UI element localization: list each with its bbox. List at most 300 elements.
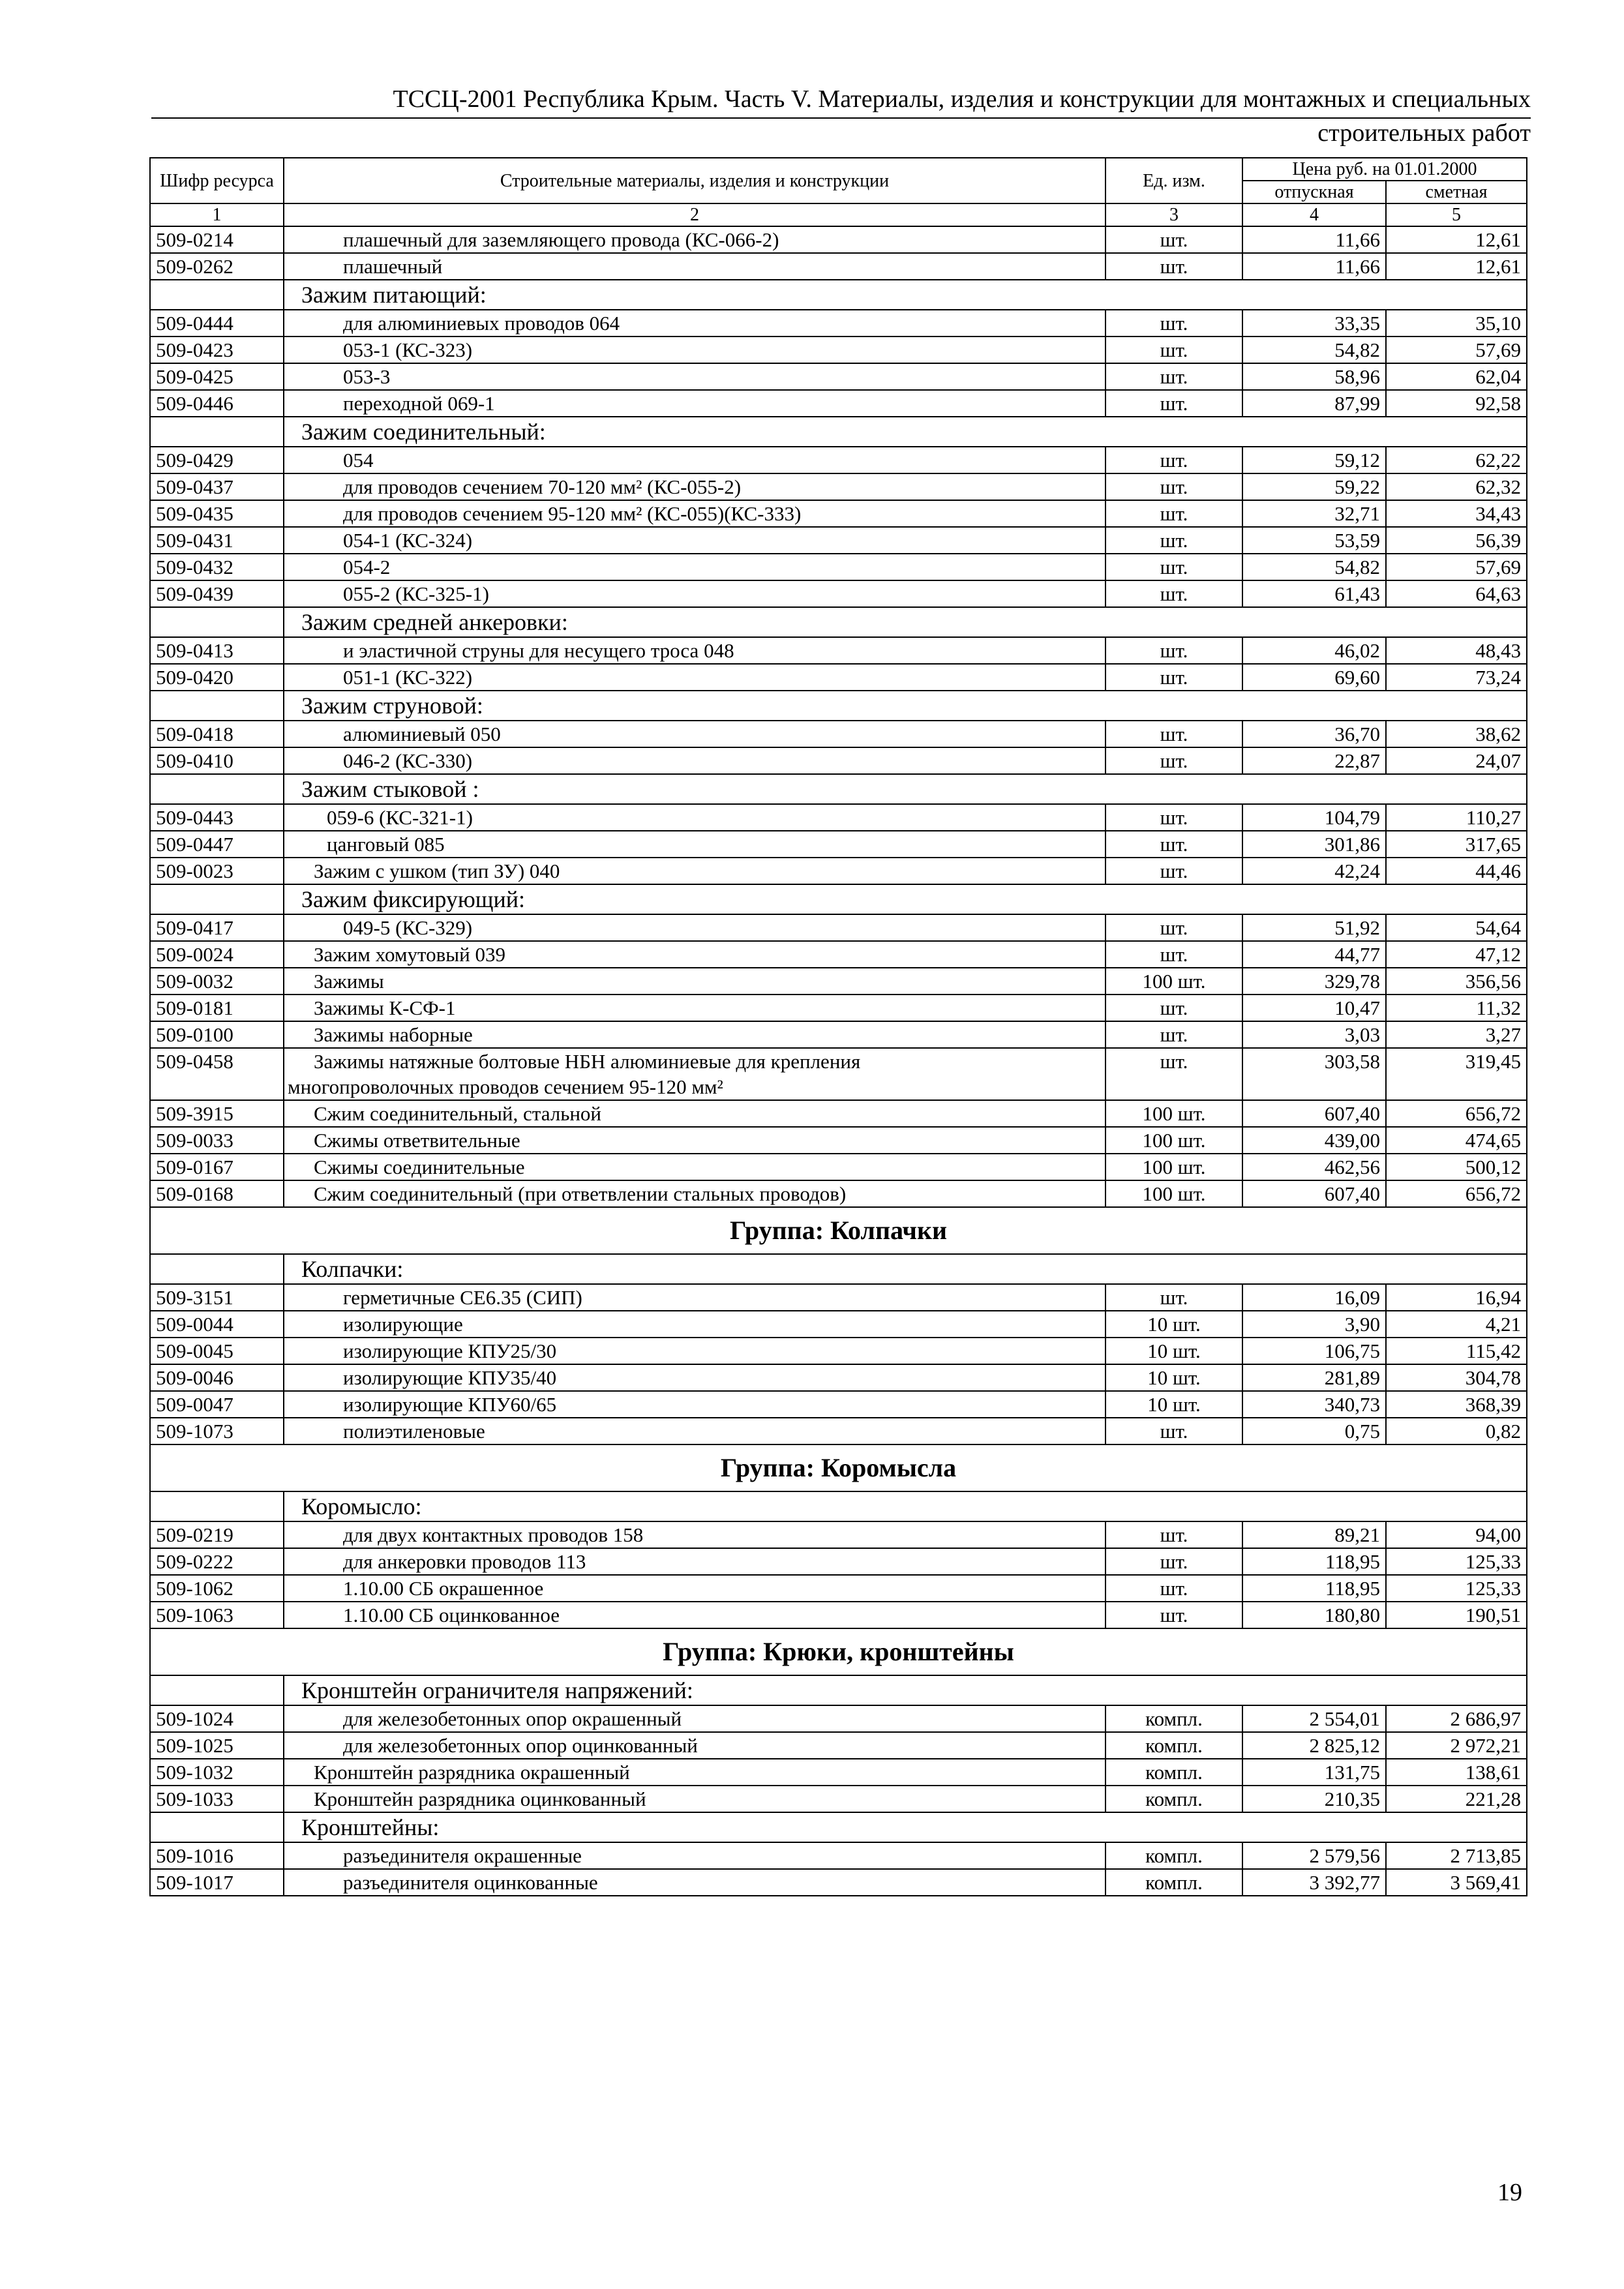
running-header-cont: строительных работ <box>1317 119 1531 147</box>
table-row <box>150 1021 1527 1048</box>
code-cell: 509-1062 <box>150 1575 284 1602</box>
code-cell: 509-0458 <box>150 1048 284 1100</box>
wholesale-price-cell: 329,78 <box>1242 968 1386 995</box>
table-row <box>150 1048 1527 1100</box>
code-cell: 509-0168 <box>150 1180 284 1207</box>
table-row <box>150 1311 1527 1338</box>
wholesale-price-cell: 210,35 <box>1242 1786 1386 1812</box>
wholesale-price-cell: 3,03 <box>1242 1021 1386 1048</box>
estimate-price-cell: 94,00 <box>1386 1521 1527 1548</box>
col-number: 5 <box>1386 203 1527 226</box>
code-cell: 509-0417 <box>150 914 284 941</box>
code-cell: 509-1063 <box>150 1602 284 1628</box>
name-cell: изолирующие КПУ35/40 <box>284 1364 1105 1391</box>
code-cell: 509-0439 <box>150 580 284 607</box>
wholesale-price-cell: 32,71 <box>1242 500 1386 527</box>
unit-cell: шт. <box>1105 858 1242 884</box>
unit-cell: шт. <box>1105 1021 1242 1048</box>
wholesale-price-cell: 51,92 <box>1242 914 1386 941</box>
group-heading-row <box>150 1628 1527 1675</box>
unit-cell: шт. <box>1105 804 1242 831</box>
subheading: Кронштейны: <box>284 1812 1527 1842</box>
estimate-price-cell: 92,58 <box>1386 390 1527 417</box>
code-cell: 509-0214 <box>150 226 284 253</box>
estimate-price-cell: 2 686,97 <box>1386 1705 1527 1732</box>
subheading-row <box>150 1675 1527 1705</box>
table-row <box>150 1418 1527 1444</box>
name-cell: 049-5 (КС-329) <box>284 914 1105 941</box>
table-row <box>150 1732 1527 1759</box>
unit-cell: шт. <box>1105 226 1242 253</box>
code-cell: 509-0444 <box>150 310 284 337</box>
table-row <box>150 1521 1527 1548</box>
code-cell: 509-0420 <box>150 664 284 691</box>
estimate-price-cell: 190,51 <box>1386 1602 1527 1628</box>
unit-cell: шт. <box>1105 390 1242 417</box>
wholesale-price-cell: 3,90 <box>1242 1311 1386 1338</box>
subheading: Зажим струновой: <box>284 691 1527 721</box>
code-cell: 509-1017 <box>150 1869 284 1896</box>
empty-cell <box>150 1675 284 1705</box>
unit-cell: 100 шт. <box>1105 1154 1242 1180</box>
wholesale-price-cell: 10,47 <box>1242 995 1386 1021</box>
code-cell: 509-0431 <box>150 527 284 554</box>
name-cell: изолирующие КПУ25/30 <box>284 1338 1105 1364</box>
name-cell: Сжим соединительный (при ответвлении стальных проводов) <box>284 1180 1105 1207</box>
unit-cell: шт. <box>1105 995 1242 1021</box>
name-cell: 046-2 (КС-330) <box>284 747 1105 774</box>
col-header-unit: Ед. изм. <box>1105 158 1242 203</box>
subheading-row <box>150 607 1527 637</box>
code-cell: 509-0410 <box>150 747 284 774</box>
col-number: 4 <box>1242 203 1386 226</box>
table-row <box>150 580 1527 607</box>
estimate-price-cell: 44,46 <box>1386 858 1527 884</box>
name-cell: цанговый 085 <box>284 831 1105 858</box>
code-cell: 509-0222 <box>150 1548 284 1575</box>
table-row <box>150 995 1527 1021</box>
name-cell: изолирующие <box>284 1311 1105 1338</box>
unit-cell: шт. <box>1105 527 1242 554</box>
subheading-row <box>150 280 1527 310</box>
group-heading: Группа: Колпачки <box>150 1207 1527 1254</box>
table-row <box>150 500 1527 527</box>
name-cell: и эластичной струны для несущего троса 048 <box>284 637 1105 664</box>
unit-cell: шт. <box>1105 1048 1242 1100</box>
table-row <box>150 968 1527 995</box>
table-body <box>150 226 1527 1896</box>
wholesale-price-cell: 281,89 <box>1242 1364 1386 1391</box>
estimate-price-cell: 0,82 <box>1386 1418 1527 1444</box>
estimate-price-cell: 48,43 <box>1386 637 1527 664</box>
table-row <box>150 473 1527 500</box>
name-cell: Зажимы <box>284 968 1105 995</box>
table-row <box>150 1602 1527 1628</box>
code-cell: 509-0032 <box>150 968 284 995</box>
estimate-price-cell: 62,04 <box>1386 363 1527 390</box>
col-header-price: Цена руб. на 01.01.2000 <box>1242 158 1527 181</box>
table-row <box>150 1869 1527 1896</box>
estimate-price-cell: 474,65 <box>1386 1127 1527 1154</box>
table-row <box>150 447 1527 473</box>
code-cell: 509-3915 <box>150 1100 284 1127</box>
estimate-price-cell: 125,33 <box>1386 1548 1527 1575</box>
table-row <box>150 1127 1527 1154</box>
name-cell: для двух контактных проводов 158 <box>284 1521 1105 1548</box>
code-cell: 509-1016 <box>150 1842 284 1869</box>
estimate-price-cell: 34,43 <box>1386 500 1527 527</box>
unit-cell: шт. <box>1105 337 1242 363</box>
name-cell: Сжимы соединительные <box>284 1154 1105 1180</box>
subheading: Зажим питающий: <box>284 280 1527 310</box>
wholesale-price-cell: 439,00 <box>1242 1127 1386 1154</box>
wholesale-price-cell: 54,82 <box>1242 337 1386 363</box>
estimate-price-cell: 2 713,85 <box>1386 1842 1527 1869</box>
wholesale-price-cell: 607,40 <box>1242 1100 1386 1127</box>
wholesale-price-cell: 11,66 <box>1242 253 1386 280</box>
code-cell: 509-1032 <box>150 1759 284 1786</box>
table-row <box>150 390 1527 417</box>
name-cell: разъединителя окрашенные <box>284 1842 1105 1869</box>
unit-cell: шт. <box>1105 914 1242 941</box>
wholesale-price-cell: 87,99 <box>1242 390 1386 417</box>
page-number: 19 <box>1497 2179 1522 2206</box>
unit-cell: шт. <box>1105 941 1242 968</box>
wholesale-price-cell: 16,09 <box>1242 1284 1386 1311</box>
name-cell: 051-1 (КС-322) <box>284 664 1105 691</box>
table-row <box>150 831 1527 858</box>
table-row <box>150 1284 1527 1311</box>
subheading-row <box>150 1491 1527 1521</box>
table-row <box>150 527 1527 554</box>
wholesale-price-cell: 69,60 <box>1242 664 1386 691</box>
unit-cell: шт. <box>1105 637 1242 664</box>
empty-cell <box>150 417 284 447</box>
estimate-price-cell: 317,65 <box>1386 831 1527 858</box>
name-cell: плашечный <box>284 253 1105 280</box>
empty-cell <box>150 774 284 804</box>
estimate-price-cell: 35,10 <box>1386 310 1527 337</box>
empty-cell <box>150 280 284 310</box>
code-cell: 509-0446 <box>150 390 284 417</box>
name-line-cont: многопроволочных проводов сечением 95-120 мм² <box>288 1075 723 1098</box>
unit-cell: 10 шт. <box>1105 1311 1242 1338</box>
estimate-price-cell: 57,69 <box>1386 554 1527 580</box>
unit-cell: шт. <box>1105 363 1242 390</box>
table-row <box>150 804 1527 831</box>
wholesale-price-cell: 2 554,01 <box>1242 1705 1386 1732</box>
table-row <box>150 941 1527 968</box>
unit-cell: шт. <box>1105 664 1242 691</box>
code-cell: 509-3151 <box>150 1284 284 1311</box>
estimate-price-cell: 47,12 <box>1386 941 1527 968</box>
wholesale-price-cell: 301,86 <box>1242 831 1386 858</box>
code-cell: 509-0044 <box>150 1311 284 1338</box>
code-cell: 509-1025 <box>150 1732 284 1759</box>
group-heading: Группа: Крюки, кронштейны <box>150 1628 1527 1675</box>
subheading: Колпачки: <box>284 1254 1527 1284</box>
wholesale-price-cell: 303,58 <box>1242 1048 1386 1100</box>
wholesale-price-cell: 131,75 <box>1242 1759 1386 1786</box>
name-cell: 1.10.00 СБ оцинкованное <box>284 1602 1105 1628</box>
code-cell: 509-0023 <box>150 858 284 884</box>
table-row <box>150 747 1527 774</box>
table-row <box>150 721 1527 747</box>
code-cell: 509-0435 <box>150 500 284 527</box>
name-cell: Зажим с ушком (тип ЗУ) 040 <box>284 858 1105 884</box>
estimate-price-cell: 500,12 <box>1386 1154 1527 1180</box>
unit-cell: компл. <box>1105 1732 1242 1759</box>
col-number: 2 <box>284 203 1105 226</box>
estimate-price-cell: 2 972,21 <box>1386 1732 1527 1759</box>
wholesale-price-cell: 11,66 <box>1242 226 1386 253</box>
code-cell: 509-0046 <box>150 1364 284 1391</box>
wholesale-price-cell: 180,80 <box>1242 1602 1386 1628</box>
name-cell: 053-3 <box>284 363 1105 390</box>
empty-cell <box>150 691 284 721</box>
col-number: 1 <box>150 203 284 226</box>
estimate-price-cell: 73,24 <box>1386 664 1527 691</box>
table-row <box>150 1180 1527 1207</box>
table-row <box>150 1364 1527 1391</box>
estimate-price-cell: 656,72 <box>1386 1100 1527 1127</box>
name-cell <box>284 1048 1105 1100</box>
empty-cell <box>150 884 284 914</box>
code-cell: 509-0447 <box>150 831 284 858</box>
table-row <box>150 1705 1527 1732</box>
name-cell: изолирующие КПУ60/65 <box>284 1391 1105 1418</box>
name-cell: Зажимы наборные <box>284 1021 1105 1048</box>
wholesale-price-cell: 46,02 <box>1242 637 1386 664</box>
code-cell: 509-0045 <box>150 1338 284 1364</box>
wholesale-price-cell: 2 579,56 <box>1242 1842 1386 1869</box>
empty-cell <box>150 1491 284 1521</box>
wholesale-price-cell: 3 392,77 <box>1242 1869 1386 1896</box>
table-row <box>150 253 1527 280</box>
subheading-row <box>150 774 1527 804</box>
estimate-price-cell: 16,94 <box>1386 1284 1527 1311</box>
name-cell: алюминиевый 050 <box>284 721 1105 747</box>
estimate-price-cell: 368,39 <box>1386 1391 1527 1418</box>
code-cell: 509-0100 <box>150 1021 284 1048</box>
subheading: Зажим соединительный: <box>284 417 1527 447</box>
code-cell: 509-0425 <box>150 363 284 390</box>
name-cell: 054-1 (КС-324) <box>284 527 1105 554</box>
wholesale-price-cell: 59,12 <box>1242 447 1386 473</box>
code-cell: 509-0167 <box>150 1154 284 1180</box>
unit-cell: 100 шт. <box>1105 1127 1242 1154</box>
unit-cell: шт. <box>1105 580 1242 607</box>
estimate-price-cell: 4,21 <box>1386 1311 1527 1338</box>
table-row <box>150 914 1527 941</box>
wholesale-price-cell: 58,96 <box>1242 363 1386 390</box>
table-row <box>150 664 1527 691</box>
name-cell: полиэтиленовые <box>284 1418 1105 1444</box>
code-cell: 509-0423 <box>150 337 284 363</box>
table-row <box>150 637 1527 664</box>
empty-cell <box>150 1254 284 1284</box>
table-row <box>150 226 1527 253</box>
estimate-price-cell: 356,56 <box>1386 968 1527 995</box>
col-number: 3 <box>1105 203 1242 226</box>
unit-cell: шт. <box>1105 554 1242 580</box>
wholesale-price-cell: 44,77 <box>1242 941 1386 968</box>
estimate-price-cell: 54,64 <box>1386 914 1527 941</box>
wholesale-price-cell: 2 825,12 <box>1242 1732 1386 1759</box>
name-cell: 054-2 <box>284 554 1105 580</box>
code-cell: 509-0432 <box>150 554 284 580</box>
name-cell: переходной 069-1 <box>284 390 1105 417</box>
estimate-price-cell: 56,39 <box>1386 527 1527 554</box>
table-row <box>150 858 1527 884</box>
table-row <box>150 1842 1527 1869</box>
name-cell: Кронштейн разрядника окрашенный <box>284 1759 1105 1786</box>
name-cell: 059-6 (КС-321-1) <box>284 804 1105 831</box>
estimate-price-cell: 11,32 <box>1386 995 1527 1021</box>
subheading-row <box>150 1254 1527 1284</box>
name-cell: 053-1 (КС-323) <box>284 337 1105 363</box>
estimate-price-cell: 3 569,41 <box>1386 1869 1527 1896</box>
estimate-price-cell: 64,63 <box>1386 580 1527 607</box>
code-cell: 509-0429 <box>150 447 284 473</box>
estimate-price-cell: 125,33 <box>1386 1575 1527 1602</box>
col-header-code: Шифр ресурса <box>150 158 284 203</box>
table-row <box>150 1548 1527 1575</box>
estimate-price-cell: 115,42 <box>1386 1338 1527 1364</box>
wholesale-price-cell: 89,21 <box>1242 1521 1386 1548</box>
code-cell: 509-0024 <box>150 941 284 968</box>
code-cell: 509-0033 <box>150 1127 284 1154</box>
estimate-price-cell: 138,61 <box>1386 1759 1527 1786</box>
unit-cell: компл. <box>1105 1869 1242 1896</box>
unit-cell: шт. <box>1105 1521 1242 1548</box>
table-row <box>150 1391 1527 1418</box>
empty-cell <box>150 607 284 637</box>
estimate-price-cell: 221,28 <box>1386 1786 1527 1812</box>
code-cell: 509-0181 <box>150 995 284 1021</box>
wholesale-price-cell: 118,95 <box>1242 1548 1386 1575</box>
running-header: ТССЦ-2001 Республика Крым. Часть V. Материалы, изделия и конструкции для монтажных и специальных <box>393 85 1531 113</box>
unit-cell: шт. <box>1105 310 1242 337</box>
estimate-price-cell: 38,62 <box>1386 721 1527 747</box>
name-cell: 055-2 (КС-325-1) <box>284 580 1105 607</box>
code-cell: 509-1024 <box>150 1705 284 1732</box>
name-cell: 054 <box>284 447 1105 473</box>
code-cell: 509-0437 <box>150 473 284 500</box>
table-row <box>150 554 1527 580</box>
group-heading-row <box>150 1444 1527 1491</box>
table-row <box>150 363 1527 390</box>
table-row <box>150 1759 1527 1786</box>
wholesale-price-cell: 106,75 <box>1242 1338 1386 1364</box>
unit-cell: 100 шт. <box>1105 968 1242 995</box>
unit-cell: шт. <box>1105 1548 1242 1575</box>
subheading: Зажим стыковой : <box>284 774 1527 804</box>
name-cell: Зажим хомутовый 039 <box>284 941 1105 968</box>
name-cell: Сжимы ответвительные <box>284 1127 1105 1154</box>
wholesale-price-cell: 104,79 <box>1242 804 1386 831</box>
wholesale-price-cell: 36,70 <box>1242 721 1386 747</box>
wholesale-price-cell: 61,43 <box>1242 580 1386 607</box>
col-header-name: Строительные материалы, изделия и конструкции <box>284 158 1105 203</box>
unit-cell: 10 шт. <box>1105 1391 1242 1418</box>
subheading: Зажим фиксирующий: <box>284 884 1527 914</box>
code-cell: 509-0219 <box>150 1521 284 1548</box>
subheading-row <box>150 691 1527 721</box>
unit-cell: компл. <box>1105 1705 1242 1732</box>
estimate-price-cell: 110,27 <box>1386 804 1527 831</box>
estimate-price-cell: 12,61 <box>1386 253 1527 280</box>
unit-cell: шт. <box>1105 1575 1242 1602</box>
estimate-price-cell: 62,32 <box>1386 473 1527 500</box>
table-row <box>150 1338 1527 1364</box>
name-cell: для железобетонных опор окрашенный <box>284 1705 1105 1732</box>
table-row <box>150 337 1527 363</box>
unit-cell: 100 шт. <box>1105 1180 1242 1207</box>
wholesale-price-cell: 54,82 <box>1242 554 1386 580</box>
table-row <box>150 1100 1527 1127</box>
code-cell: 509-0418 <box>150 721 284 747</box>
materials-price-table <box>149 157 1527 1896</box>
unit-cell: компл. <box>1105 1842 1242 1869</box>
empty-cell <box>150 1812 284 1842</box>
estimate-price-cell: 319,45 <box>1386 1048 1527 1100</box>
name-line: Зажимы натяжные болтовые НБН алюминиевые для крепления <box>314 1050 861 1073</box>
name-cell: плашечный для заземляющего провода (КС-066-2) <box>284 226 1105 253</box>
estimate-price-cell: 24,07 <box>1386 747 1527 774</box>
table-row <box>150 1786 1527 1812</box>
wholesale-price-cell: 118,95 <box>1242 1575 1386 1602</box>
estimate-price-cell: 304,78 <box>1386 1364 1527 1391</box>
wholesale-price-cell: 0,75 <box>1242 1418 1386 1444</box>
name-cell: 1.10.00 СБ окрашенное <box>284 1575 1105 1602</box>
wholesale-price-cell: 607,40 <box>1242 1180 1386 1207</box>
col-header-wholesale: отпускная <box>1242 181 1386 203</box>
code-cell: 509-0047 <box>150 1391 284 1418</box>
subheading-row <box>150 884 1527 914</box>
subheading-row <box>150 1812 1527 1842</box>
name-cell: разъединителя оцинкованные <box>284 1869 1105 1896</box>
unit-cell: шт. <box>1105 447 1242 473</box>
col-header-estimate: сметная <box>1386 181 1527 203</box>
group-heading: Группа: Коромысла <box>150 1444 1527 1491</box>
estimate-price-cell: 12,61 <box>1386 226 1527 253</box>
code-cell: 509-0413 <box>150 637 284 664</box>
table-row <box>150 1575 1527 1602</box>
wholesale-price-cell: 53,59 <box>1242 527 1386 554</box>
unit-cell: компл. <box>1105 1759 1242 1786</box>
table-row <box>150 310 1527 337</box>
name-cell: Зажимы К-СФ-1 <box>284 995 1105 1021</box>
name-cell: Сжим соединительный, стальной <box>284 1100 1105 1127</box>
name-cell: для проводов сечением 70-120 мм² (КС-055-2) <box>284 473 1105 500</box>
unit-cell: 10 шт. <box>1105 1364 1242 1391</box>
unit-cell: шт. <box>1105 831 1242 858</box>
subheading-row <box>150 417 1527 447</box>
unit-cell: шт. <box>1105 500 1242 527</box>
estimate-price-cell: 62,22 <box>1386 447 1527 473</box>
wholesale-price-cell: 33,35 <box>1242 310 1386 337</box>
estimate-price-cell: 656,72 <box>1386 1180 1527 1207</box>
estimate-price-cell: 3,27 <box>1386 1021 1527 1048</box>
subheading: Коромысло: <box>284 1491 1527 1521</box>
wholesale-price-cell: 462,56 <box>1242 1154 1386 1180</box>
estimate-price-cell: 57,69 <box>1386 337 1527 363</box>
wholesale-price-cell: 22,87 <box>1242 747 1386 774</box>
wholesale-price-cell: 59,22 <box>1242 473 1386 500</box>
name-cell: для проводов сечением 95-120 мм² (КС-055)(КС-333) <box>284 500 1105 527</box>
code-cell: 509-0443 <box>150 804 284 831</box>
